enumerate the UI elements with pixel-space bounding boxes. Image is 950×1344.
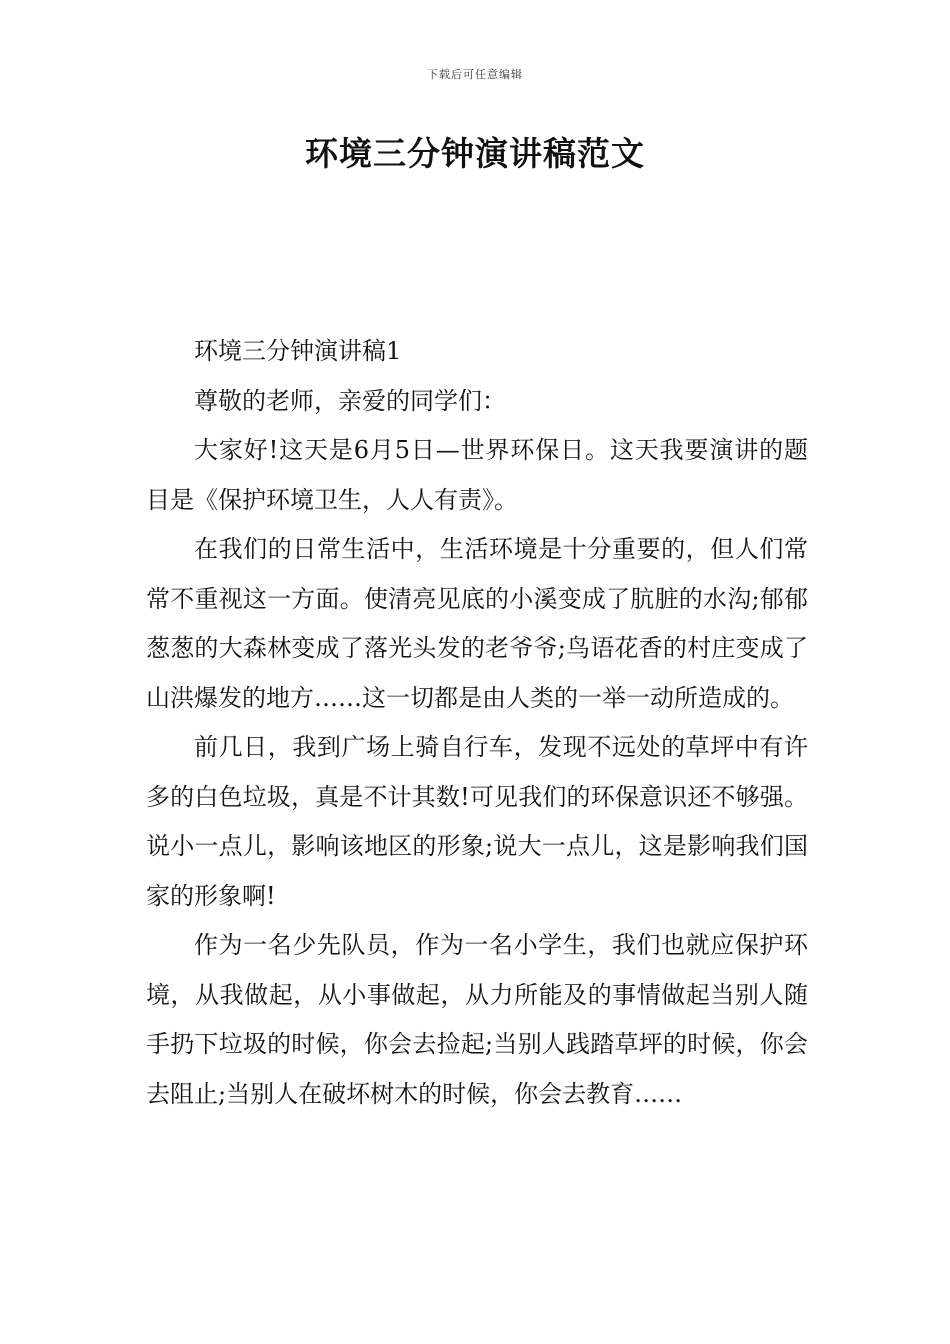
paragraph: 前几日，我到广场上骑自行车，发现不远处的草坪中有许多的白色垃圾，真是不计其数!可见我们的环保意识还不够强。说小一点儿，影响该地区的形象;说大一点儿，这是影响我们国家的形象啊!: [146, 733, 808, 910]
header-note: 下载后可任意编辑: [427, 68, 523, 81]
paragraph: 在我们的日常生活中，生活环境是十分重要的，但人们常常不重视这一方面。使清亮见底的小溪变成了肮脏的水沟;郁郁葱葱的大森林变成了落光头发的老爷爷;鸟语花香的村庄变成了山洪爆发的地方……这一切都是由人类的一举一动所造成的。: [146, 535, 808, 712]
salutation: 尊敬的老师，亲爱的同学们：: [194, 386, 506, 415]
paragraph: 大家好!这天是6月5日—世界环保日。这天我要演讲的题目是《保护环境卫生，人人有责》。: [146, 436, 808, 514]
paragraph: 作为一名少先队员，作为一名小学生，我们也就应保护环境，从我做起，从小事做起，从力所能及的事情做起当别人随手扔下垃圾的时候，你会去捡起;当别人践踏草坪的时候，你会去阻止;当别人在破坏树木的时候，你会去教育……: [146, 931, 808, 1108]
section-heading: 环境三分钟演讲稿1: [194, 337, 402, 365]
document-body: [146, 327, 808, 1119]
document-title: 环境三分钟演讲稿范文: [305, 134, 645, 173]
